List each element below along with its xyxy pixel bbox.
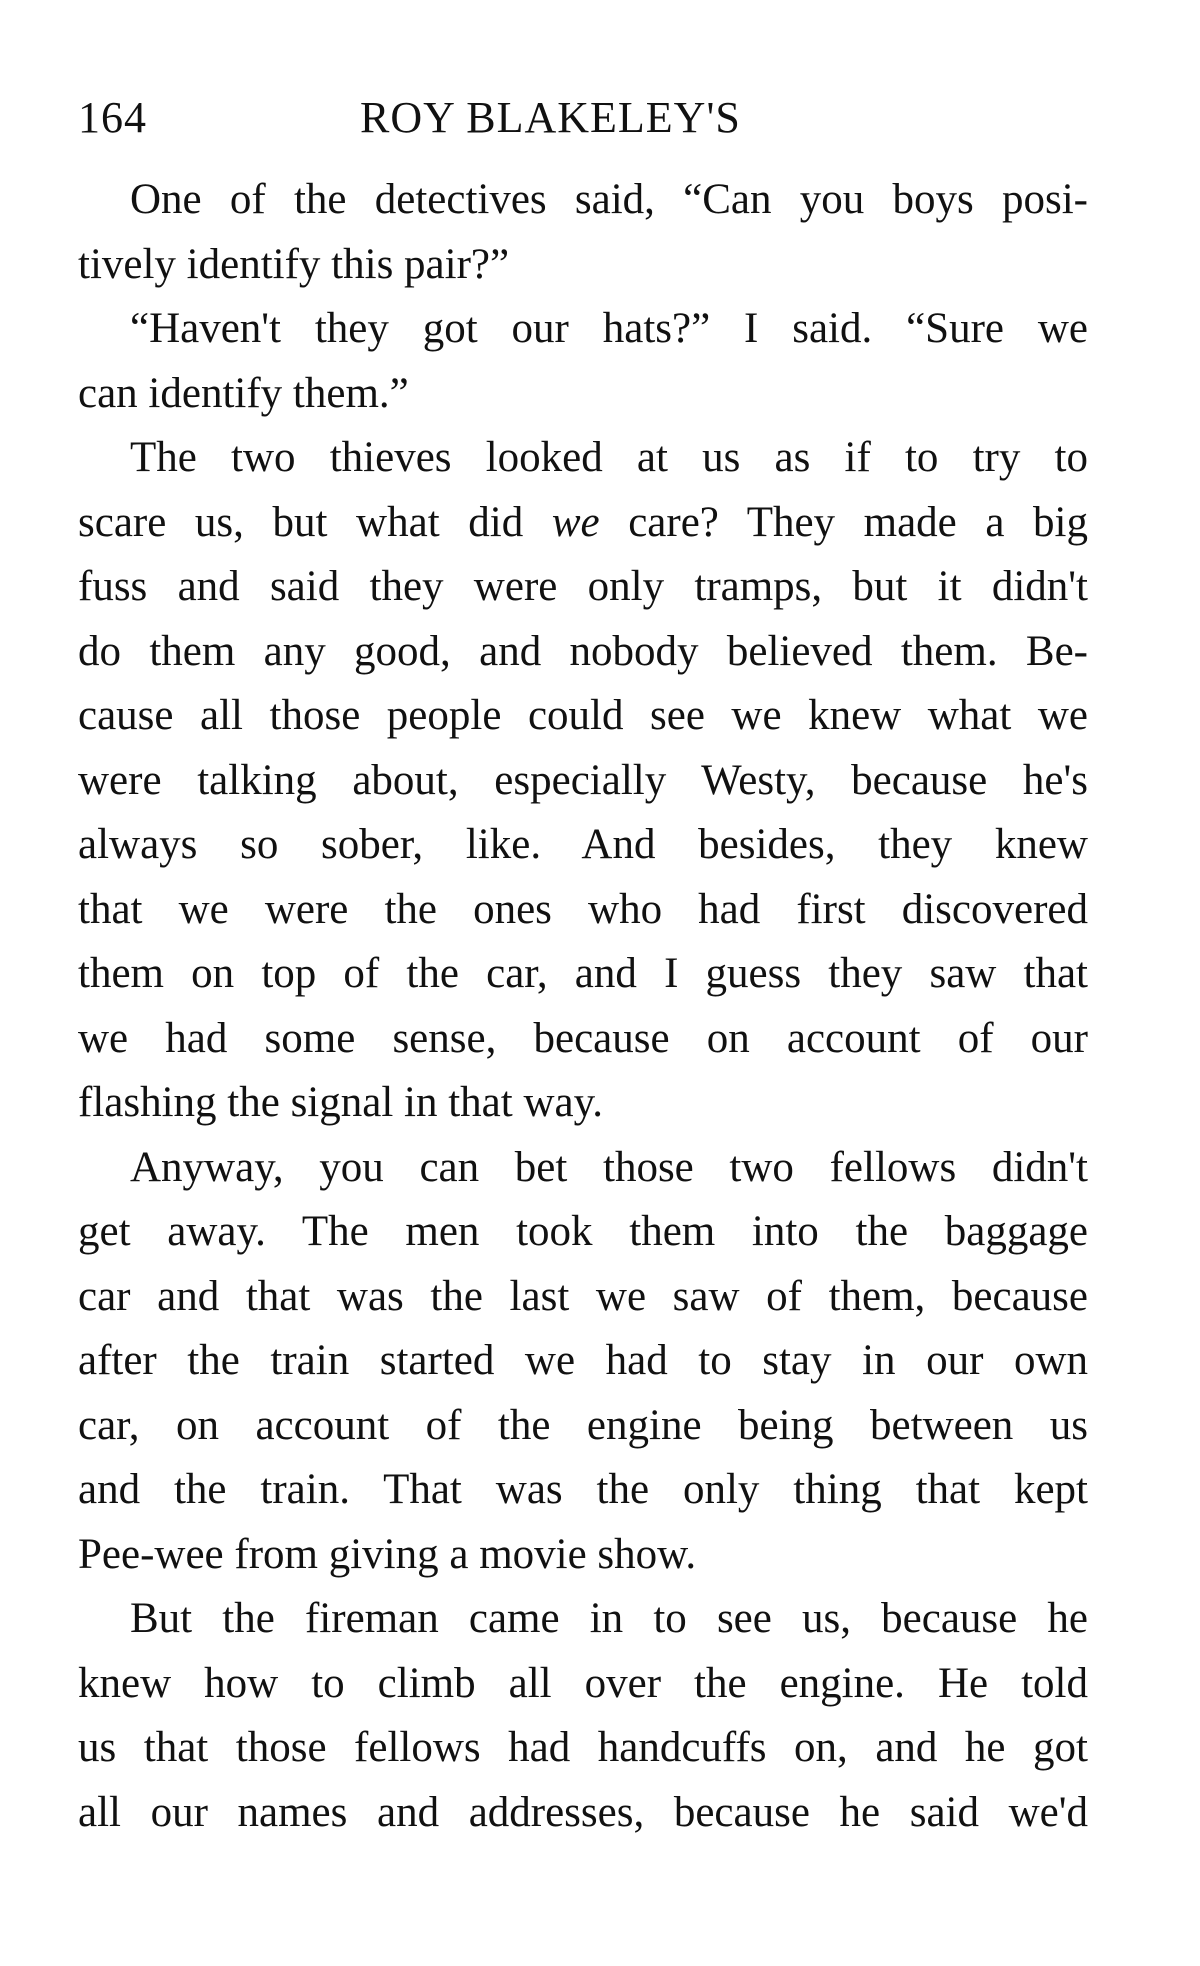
emphasized-word: we xyxy=(551,498,600,546)
text-line: can identify them.” xyxy=(78,369,409,417)
text-line: all our names and addresses, because he said we'd xyxy=(78,1788,1088,1836)
text-line: car, on account of the engine being between us xyxy=(78,1401,1088,1449)
text-line: But the fireman came in to see us, because he xyxy=(130,1595,1088,1642)
text-line: that we were the ones who had first discovered xyxy=(78,885,1088,933)
text-line: after the train started we had to stay in our own xyxy=(78,1337,1088,1384)
text-line: tively identify this pair?” xyxy=(78,240,510,288)
text-line: flashing the signal in that way. xyxy=(78,1079,604,1126)
text-line: Pee-wee from giving a movie show. xyxy=(78,1530,697,1578)
text-line: always so sober, like. And besides, they knew xyxy=(78,821,1088,868)
text-line: us that those fellows had handcuffs on, and he got xyxy=(78,1724,1088,1771)
text-line xyxy=(78,491,1088,556)
text-line: cause all those people could see we knew what we xyxy=(78,692,1088,739)
text-line: and the train. That was the only thing that kept xyxy=(78,1466,1088,1513)
text-line: knew how to climb all over the engine. He told xyxy=(78,1659,1088,1707)
text-line: them on top of the car, and I guess they saw that xyxy=(78,950,1088,997)
page-number: 164 xyxy=(78,93,147,142)
text-line: get away. The men took them into the baggage xyxy=(78,1208,1088,1255)
text-line: Anyway, you can bet those two fellows didn't xyxy=(130,1143,1088,1191)
body-text xyxy=(78,168,1088,1845)
text-line: One of the detectives said, “Can you boys posi- xyxy=(130,176,1088,223)
text-line: fuss and said they were only tramps, but it didn't xyxy=(78,563,1088,610)
text-line: do them any good, and nobody believed them. Be- xyxy=(78,627,1088,675)
running-head xyxy=(78,88,1088,148)
running-title: ROY BLAKELEY'S xyxy=(360,93,741,142)
text-line: car and that was the last we saw of them, because xyxy=(78,1272,1088,1320)
text-line: we had some sense, because on account of our xyxy=(78,1014,1088,1062)
text-segment: care? They made a big xyxy=(628,498,1088,546)
text-line: were talking about, especially Westy, because he's xyxy=(78,756,1088,804)
text-segment: scare us, but what did xyxy=(78,498,524,546)
text-line: “Haven't they got our hats?” I said. “Sure we xyxy=(130,305,1088,352)
text-line: The two thieves looked at us as if to try to xyxy=(130,434,1088,481)
